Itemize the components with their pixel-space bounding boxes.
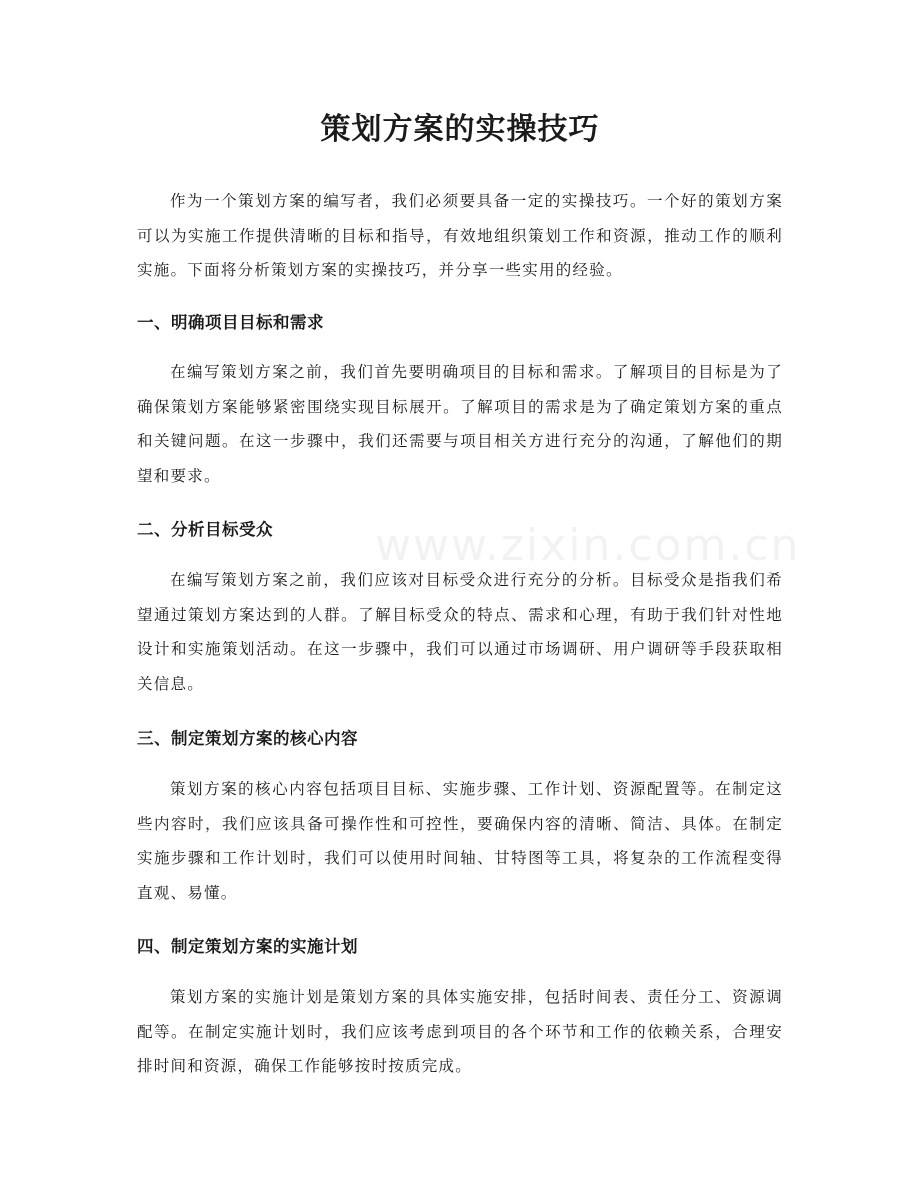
section-heading-2: 二、分析目标受众	[137, 520, 273, 539]
page-title: 策划方案的实操技巧	[320, 112, 600, 147]
section-body-2: 在编写策划方案之前，我们应该对目标受众进行充分的分析。目标受众是指我们希望通过策划方案达到的人群。了解目标受众的特点、需求和心理，有助于我们针对性地设计和实施策划活动。在这一步骤中，我们可以通过市场调研、用户调研等手段获取相关信息。	[137, 571, 783, 693]
section-heading-4: 四、制定策划方案的实施计划	[137, 937, 358, 956]
section-body-1: 在编写策划方案之前，我们首先要明确项目的目标和需求。了解项目的目标是为了确保策划方案能够紧密围绕实现目标展开。了解项目的需求是为了确定策划方案的重点和关键问题。在这一步骤中，我们还需要与项目相关方进行充分的沟通，了解他们的期望和要求。	[137, 363, 783, 485]
section-body-3: 策划方案的核心内容包括项目目标、实施步骤、工作计划、资源配置等。在制定这些内容时，我们应该具备可操作性和可控性，要确保内容的清晰、简洁、具体。在制定实施步骤和工作计划时，我们可以使用时间轴、甘特图等工具，将复杂的工作流程变得直观、易懂。	[137, 780, 783, 902]
section-heading-3: 三、制定策划方案的核心内容	[137, 729, 358, 748]
watermark: www.zixin.com.cn	[375, 520, 801, 571]
intro-paragraph: 作为一个策划方案的编写者，我们必须要具备一定的实操技巧。一个好的策划方案可以为实施工作提供清晰的目标和指导，有效地组织策划工作和资源，推动工作的顺利实施。下面将分析策划方案的实操技巧，并分享一些实用的经验。	[137, 192, 783, 280]
section-heading-1: 一、明确项目目标和需求	[137, 313, 324, 332]
section-body-4: 策划方案的实施计划是策划方案的具体实施安排，包括时间表、责任分工、资源调配等。在制定实施计划时，我们应该考虑到项目的各个环节和工作的依赖关系，合理安排时间和资源，确保工作能够按时按质完成。	[137, 988, 783, 1076]
